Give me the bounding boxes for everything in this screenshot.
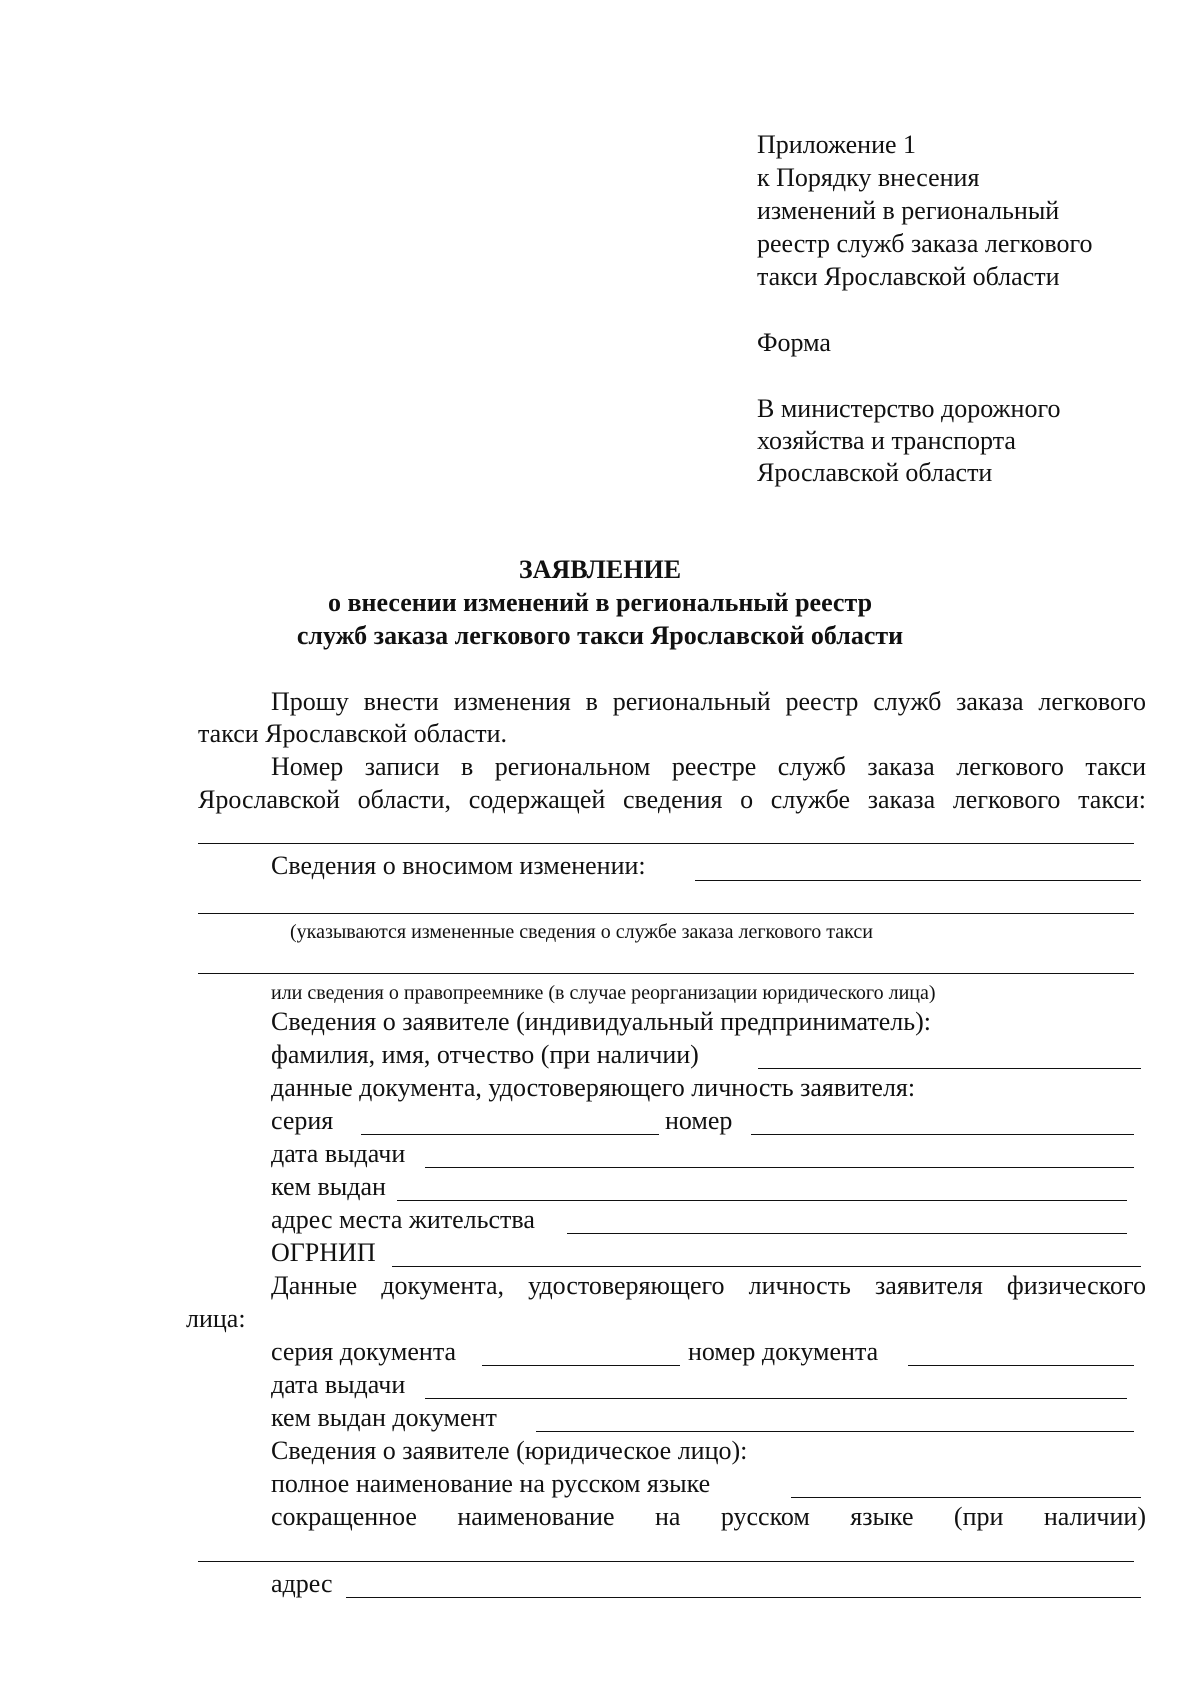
change-label: Сведения о вносимом изменении: <box>271 851 646 880</box>
fl-issued-by-field[interactable] <box>536 1431 1134 1432</box>
change-field-line[interactable] <box>198 913 1134 914</box>
ip-fio-field[interactable] <box>758 1068 1141 1069</box>
fl-issue-date-field[interactable] <box>425 1398 1127 1399</box>
recipient-line: хозяйства и транспорта <box>757 426 1016 455</box>
ip-heading: Сведения о заявителе (индивидуальный предприниматель): <box>271 1007 931 1036</box>
ul-short-name-field[interactable] <box>198 1561 1134 1562</box>
change-hint: (указываются измененные сведения о службе заказа легкового такси <box>290 921 873 943</box>
ip-number-label: номер <box>665 1106 733 1135</box>
fl-number-label: номер документа <box>688 1337 879 1366</box>
document-subtitle-line: о внесении изменений в региональный реестр <box>327 588 873 617</box>
request-text: Прошу внести изменения в региональный реестр служб заказа легкового <box>271 687 1146 716</box>
ul-short-name-label: сокращенное наименование на русском языке (при наличии) <box>271 1502 1146 1531</box>
change-field[interactable] <box>695 880 1141 881</box>
recipient-line: В министерство дорожного <box>757 394 1061 423</box>
ip-issued-by-field[interactable] <box>397 1200 1127 1201</box>
ul-full-name-field[interactable] <box>791 1497 1141 1498</box>
change-hint: или сведения о правопреемнике (в случае реорганизации юридического лица) <box>271 982 936 1004</box>
ul-heading: Сведения о заявителе (юридическое лицо): <box>271 1436 748 1465</box>
ip-address-field[interactable] <box>567 1233 1127 1234</box>
ip-issue-date-label: дата выдачи <box>271 1139 406 1168</box>
ul-address-field[interactable] <box>346 1597 1141 1598</box>
ip-series-label: серия <box>271 1106 334 1135</box>
recipient-line: Ярославской области <box>757 458 993 487</box>
fl-issue-date-label: дата выдачи <box>271 1370 406 1399</box>
document-subtitle-line: служб заказа легкового такси Ярославской области <box>296 621 904 650</box>
ip-issue-date-field[interactable] <box>425 1167 1134 1168</box>
ul-full-name-label: полное наименование на русском языке <box>271 1469 711 1498</box>
record-number-text: Номер записи в региональном реестре служб заказа легкового такси <box>271 752 1146 781</box>
fl-heading-cont: лица: <box>186 1304 246 1333</box>
appendix-line: изменений в региональный <box>757 196 1060 225</box>
ip-fio-label: фамилия, имя, отчество (при наличии) <box>271 1040 699 1069</box>
ip-address-label: адрес места жительства <box>271 1205 535 1234</box>
fl-series-field[interactable] <box>482 1365 680 1366</box>
ip-doc-heading: данные документа, удостоверяющего личность заявителя: <box>271 1073 916 1102</box>
record-number-text: Ярославской области, содержащей сведения о службе заказа легкового такси: <box>198 785 1146 814</box>
ul-address-label: адрес <box>271 1569 333 1598</box>
ip-series-field[interactable] <box>361 1134 659 1135</box>
fl-heading: Данные документа, удостоверяющего личность заявителя физического <box>271 1271 1146 1300</box>
request-text: такси Ярославской области. <box>198 719 508 748</box>
document-title: ЗАЯВЛЕНИЕ <box>518 555 682 584</box>
fl-series-label: серия документа <box>271 1337 457 1366</box>
ip-issued-by-label: кем выдан <box>271 1172 386 1201</box>
record-number-field[interactable] <box>198 843 1134 844</box>
ip-number-field[interactable] <box>751 1134 1134 1135</box>
fl-number-field[interactable] <box>908 1365 1134 1366</box>
change-field-line[interactable] <box>198 973 1134 974</box>
ip-ogrnip-field[interactable] <box>392 1266 1141 1267</box>
form-label: Форма <box>757 328 831 357</box>
fl-issued-by-label: кем выдан документ <box>271 1403 497 1432</box>
appendix-line: к Порядку внесения <box>757 163 980 192</box>
appendix-line: Приложение 1 <box>757 130 917 159</box>
appendix-line: такси Ярославской области <box>757 262 1060 291</box>
appendix-line: реестр служб заказа легкового <box>757 229 1093 258</box>
ip-ogrnip-label: ОГРНИП <box>271 1238 376 1267</box>
